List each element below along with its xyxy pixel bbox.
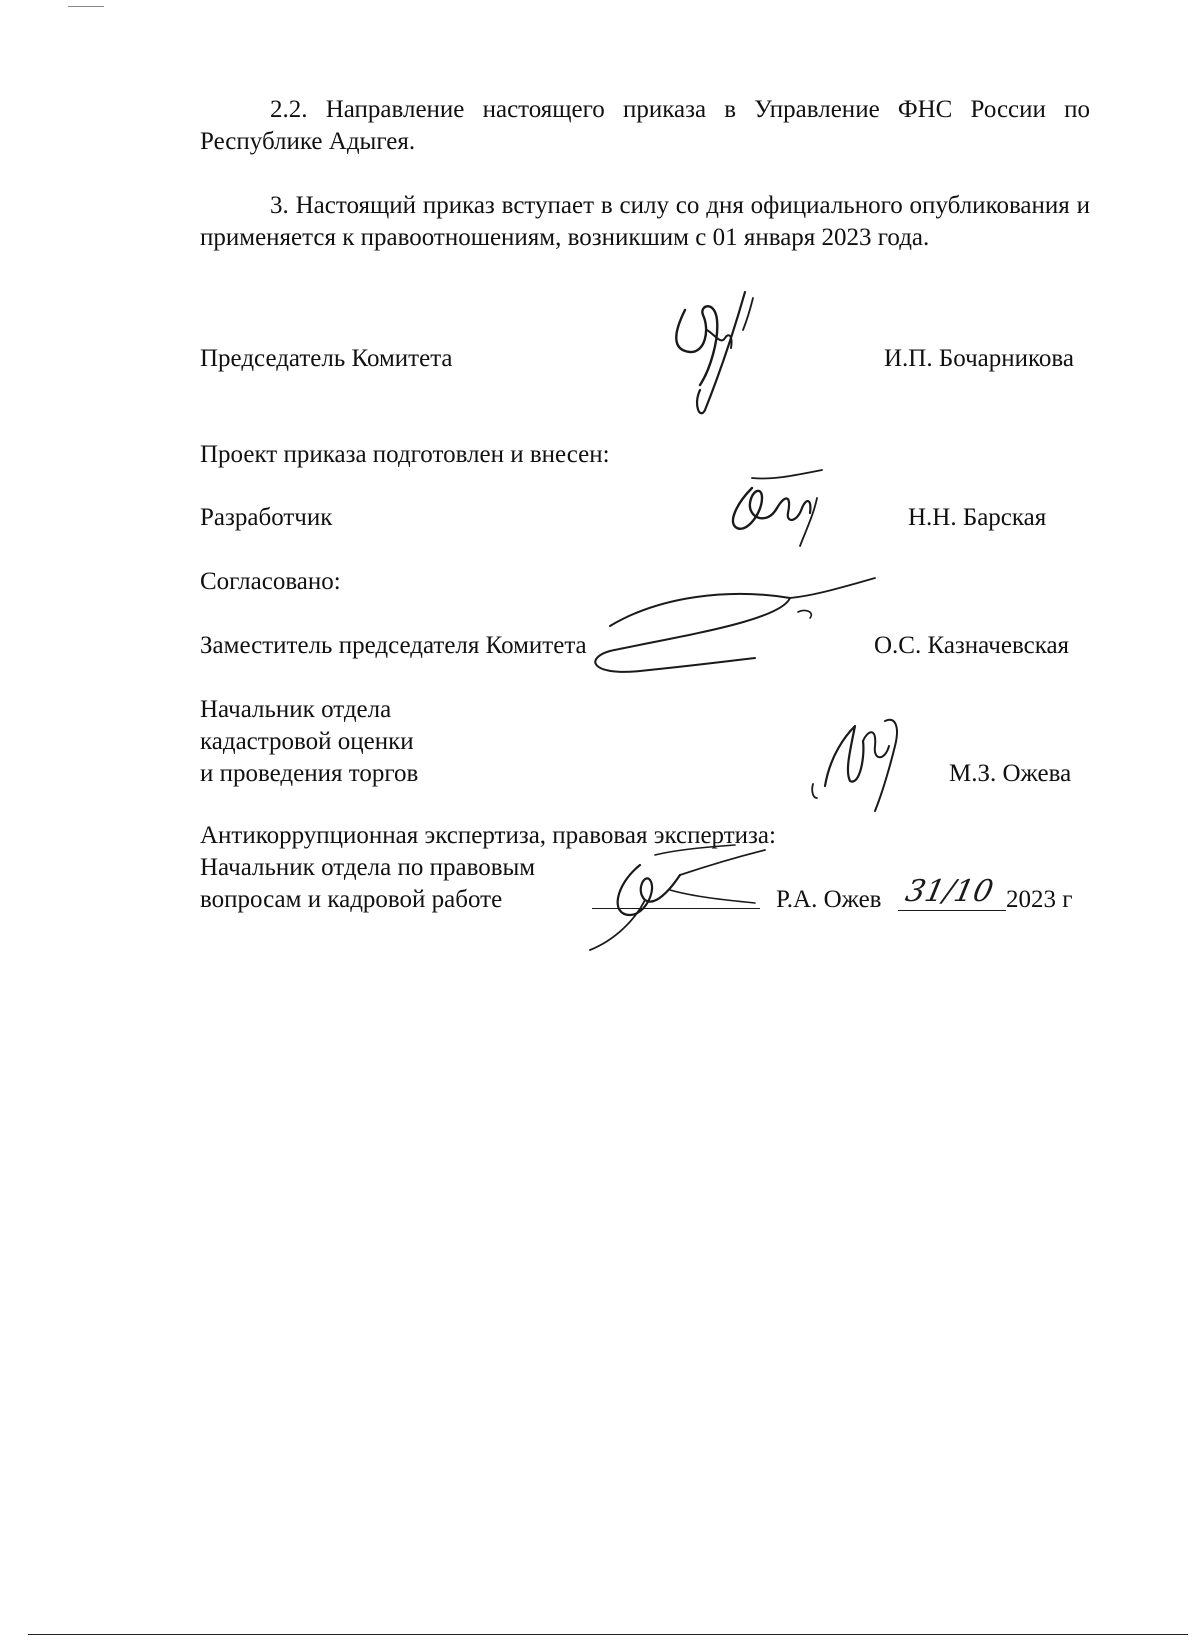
expertise-date-line bbox=[898, 910, 1006, 911]
paragraph-2-2: 2.2. Направление настоящего приказа в Управление ФНС России по Республике Адыгея. bbox=[200, 96, 1090, 155]
head-signature bbox=[805, 706, 925, 816]
expertise-position-line1: Начальник отдела по правовым bbox=[200, 854, 536, 881]
expertise-year: 2023 г bbox=[1006, 886, 1073, 913]
chairman-signature bbox=[655, 290, 785, 420]
expertise-signature bbox=[585, 845, 785, 955]
scan-artifact bbox=[68, 6, 104, 7]
developer-role: Разработчик bbox=[200, 504, 333, 531]
chairman-name: И.П. Бочарникова bbox=[884, 345, 1074, 372]
chairman-position: Председатель Комитета bbox=[200, 345, 453, 372]
expertise-position-line2: вопросам и кадровой работе bbox=[200, 886, 503, 913]
agreed-heading: Согласовано: bbox=[200, 568, 341, 595]
developer-signature bbox=[722, 468, 842, 548]
expertise-name: Р.А. Ожев bbox=[776, 886, 882, 913]
head-position-line2: кадастровой оценки bbox=[200, 728, 414, 755]
expertise-date-handwritten: 31/10 bbox=[902, 874, 997, 909]
head-position-line1: Начальник отдела bbox=[200, 696, 392, 723]
deputy-signature bbox=[580, 576, 880, 686]
deputy-name: О.С. Казначевская bbox=[874, 632, 1070, 659]
developer-name: Н.Н. Барская bbox=[908, 504, 1047, 531]
paragraph-3: 3. Настоящий приказ вступает в силу со дня официального опубликования и применяется к правоотношениям, возникшим с 01 января 2023 года. bbox=[200, 192, 1090, 251]
head-position-line3: и проведения торгов bbox=[200, 760, 419, 787]
prepared-heading: Проект приказа подготовлен и внесен: bbox=[200, 441, 610, 468]
expertise-heading: Антикоррупционная экспертиза, правовая экспертиза: bbox=[200, 822, 776, 849]
scan-bottom-edge bbox=[28, 1634, 1188, 1635]
head-name: М.З. Ожева bbox=[949, 760, 1072, 787]
deputy-position: Заместитель председателя Комитета bbox=[200, 632, 587, 659]
